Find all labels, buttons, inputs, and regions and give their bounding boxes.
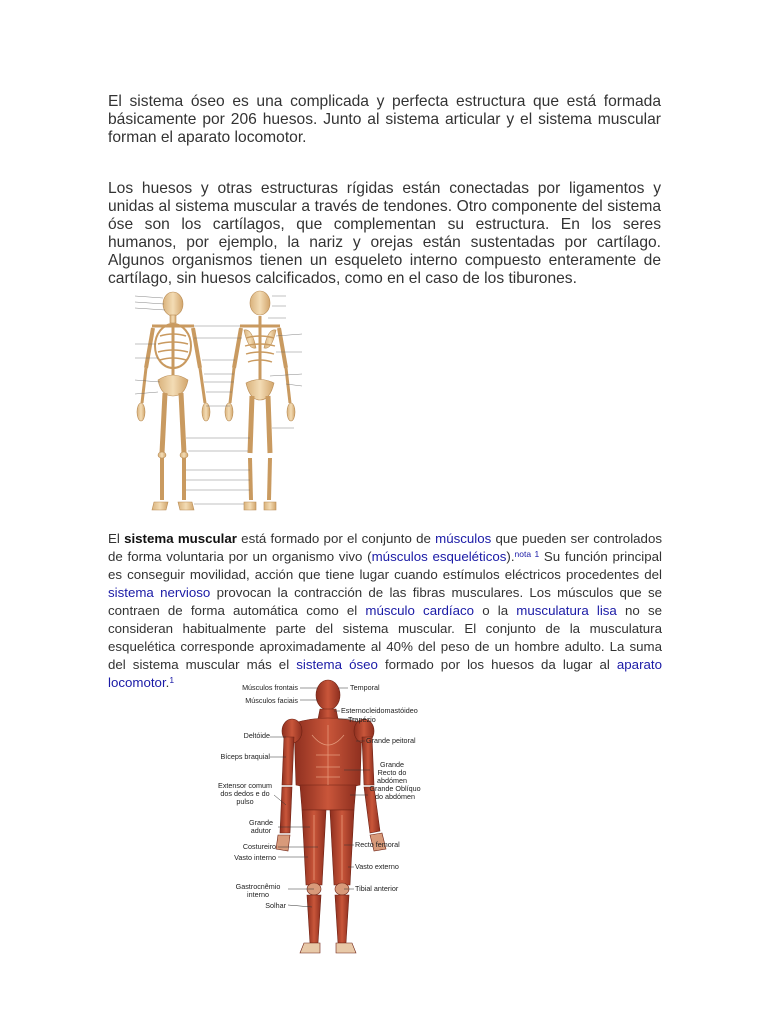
label-gastrocnemio-interno: Gastrocnêmio interno — [235, 882, 281, 899]
paragraph-sistema-muscular — [108, 530, 662, 692]
paragraph-huesos: Los huesos y otras estructuras rígidas están conectadas por ligamentos y unidas al sistema muscular a través de tendones. Otro componente del sistema óse son los cartílagos, que complementan su estructura. En los seres humanos, por ejemplo, la nariz y orejas están sustentadas por cartílago. Algunos organismos tienen un esqueleto interno compuesto enteramente de cartílago, sin huesos calcificados, como en el caso de los tiburones. — [108, 180, 661, 287]
label-deltoide: Deltóide — [243, 731, 270, 740]
label-biceps-braquial: Bíceps braquial — [220, 752, 270, 761]
link-musculos-esqueleticos[interactable]: músculos esqueléticos — [371, 549, 507, 564]
label-grande-adutor: Grande adutor — [249, 818, 273, 835]
term-sistema-muscular: sistema muscular — [124, 531, 237, 546]
text-run: no se consideran habitualmente parte del sistema muscular. El conjunto de la musculatura esquelética corresponde aproximadamente al 40% del peso de un hombre adulto. La suma del sistema muscular más el — [108, 603, 662, 672]
label-costureiro: Costureiro — [242, 842, 276, 851]
paragraph-sistema-oseo: El sistema óseo es una complicada y perfecta estructura que está formada básicamente por 206 huesos. Junto al sistema articular y el sistema muscular forman el aparato locomotor. — [108, 93, 661, 146]
text-run: o la — [474, 603, 517, 618]
label-extensor-comum: Extensor comum dos dedos e do pulso — [218, 781, 272, 806]
text-run: . — [165, 675, 170, 690]
label-vasto-externo: Vasto externo — [355, 862, 399, 871]
label-grande-peitoral: Grande peitoral — [366, 736, 416, 745]
label-musculos-faciais: Músculos faciais — [245, 696, 298, 705]
text-run: está formado por el conjunto de — [236, 531, 436, 546]
label-grande-recto-abdomen: Grande Recto do abdómen — [377, 760, 407, 785]
skeleton-back — [225, 291, 295, 510]
link-aparato-locomotor[interactable]: aparato locomotor — [108, 657, 662, 690]
label-vasto-interno: Vasto interno — [234, 853, 276, 862]
label-esternocleidomastoideo: Esternocleidomastóideo — [341, 706, 418, 715]
text-run: provocan la contracción de las fibras musculares. Los músculos que se contraen de forma automática como el — [108, 585, 662, 618]
label-grande-obliquo-abdomen: Grande Oblíquo do abdómen — [369, 784, 421, 801]
muscle-figure — [220, 675, 436, 965]
skeleton-figure — [110, 288, 322, 520]
skeleton-illustration — [110, 288, 322, 520]
link-sistema-nervioso[interactable]: sistema nervioso — [108, 585, 211, 600]
label-solhar: Solhar — [265, 901, 286, 910]
link-musculo-cardiaco[interactable]: músculo cardíaco — [365, 603, 475, 618]
link-musculatura-lisa[interactable]: musculatura lisa — [516, 603, 617, 618]
label-tibial-anterior: Tibial anterior — [355, 884, 399, 893]
link-musculos[interactable]: músculos — [435, 531, 492, 546]
label-temporal: Temporal — [350, 683, 380, 692]
text-run: El — [108, 531, 125, 546]
link-sistema-oseo[interactable]: sistema óseo — [296, 657, 378, 672]
text-run: ). — [506, 549, 515, 564]
label-trapezio: Trapézio — [348, 715, 376, 724]
footnote-nota-1[interactable]: nota 1 — [514, 549, 540, 559]
skeleton-front — [137, 292, 210, 510]
label-musculos-frontais: Músculos frontais — [242, 683, 298, 692]
text-run: Su función principal es conseguir movilidad, acción que tiene lugar cuando estímulos eléctricos procedentes del — [108, 549, 662, 582]
text-run: que pueden ser controlados de forma voluntaria por un organismo vivo ( — [108, 531, 662, 564]
footnote-1[interactable]: 1 — [169, 675, 175, 685]
label-recto-femoral: Recto femoral — [355, 840, 400, 849]
text-run: formado por los huesos da lugar al — [377, 657, 617, 672]
